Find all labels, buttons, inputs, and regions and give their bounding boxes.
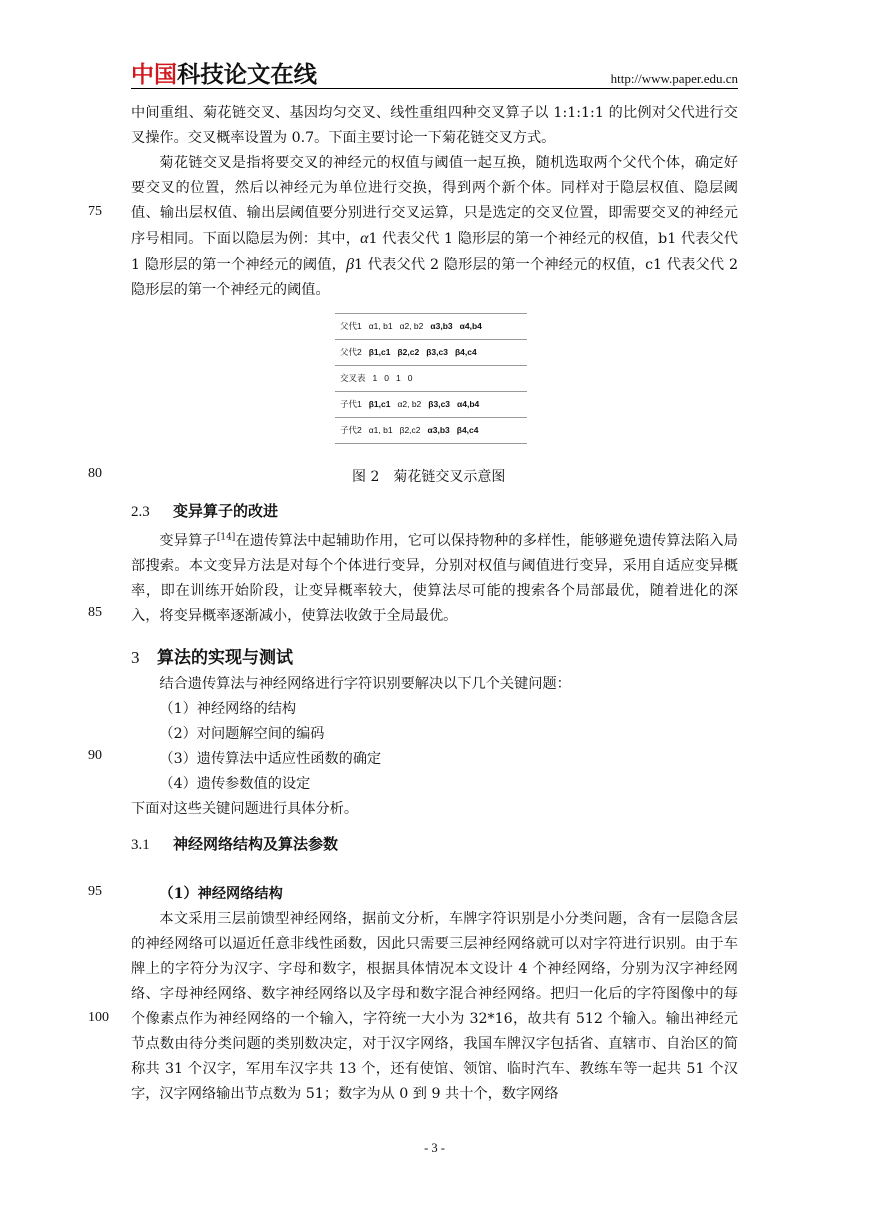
section-heading-2-3 <box>131 500 278 521</box>
text-run: 变异算子 <box>159 533 217 549</box>
caption-number: 图 2 <box>352 469 380 485</box>
text-run: 菊花链交叉是指将要交叉的神经元的权值与阈值一起互换，随机选取两个父代个体，确定好要交叉的位置，然后以神经元为单位进行交换，得到两个新个体。同样对于隐层权值、隐层阈值、输出层权值、输出层阈值要分别进行交叉运算，只是选定的交叉位置，即需要交叉的神经元序号相同。下面以隐层为例：其中， <box>131 155 738 247</box>
logo-image <box>131 60 331 86</box>
row-label: 子代2 <box>340 425 362 435</box>
row-cell: α1, b1 <box>368 321 393 331</box>
list-item: （4）遗传参数值的设定 <box>159 776 311 792</box>
row-label: 父代1 <box>340 321 362 331</box>
section-title: 变异算子的改进 <box>173 502 279 520</box>
svg-text:科技论文在线: 科技论文在线 <box>177 62 315 86</box>
logo <box>131 60 331 86</box>
row-cell: α2, b2 <box>397 399 422 409</box>
row-cell: 0 <box>384 373 389 383</box>
paragraph-text: 结合遗传算法与神经网络进行字符识别要解决以下几个关键问题： <box>159 676 571 692</box>
row-label: 子代1 <box>340 399 362 409</box>
svg-text:中国: 中国 <box>131 62 177 86</box>
paragraph-crossover-intro <box>131 101 738 151</box>
list-item: （1）神经网络的结构 <box>159 701 297 717</box>
line-number: 75 <box>88 204 102 219</box>
row-cell: 1 <box>372 373 378 383</box>
list-item: （2）对问题解空间的编码 <box>159 726 325 742</box>
row-cell: β2,c2 <box>397 347 420 357</box>
line-number: 80 <box>88 466 102 481</box>
paragraph-text: 下面对这些关键问题进行具体分析。 <box>131 801 359 817</box>
text-run: 1 代表父代 2 隐形层的第一个神经元的权值，c1 代表父代 2 隐形层的第一个神经元的阈值。 <box>131 257 738 298</box>
figure-row <box>335 313 527 339</box>
section-number: 2.3 <box>131 504 150 520</box>
row-cell: β4,c4 <box>456 425 479 435</box>
line-number: 90 <box>88 748 102 763</box>
subheading-text: （1）神经网络结构 <box>159 886 283 902</box>
row-cell: α4,b4 <box>459 321 482 331</box>
row-cell: α3,b3 <box>430 321 453 331</box>
row-cell: α1, b1 <box>368 425 393 435</box>
row-cell: β1,c1 <box>368 347 391 357</box>
text-run: 在遗传算法中起辅助作用，它可以保持物种的多样性，能够避免遗传算法陷入局部搜索。本文变异方法是对每个个体进行变异，分别对权值与阈值进行变异，采用自适应变异概率，即在训练开始阶段，让变异概率较大，使算法尽可能的搜索各个局部最优，随着进化的深入，将变异概率逐渐减小，使算法收敛于全局最优。 <box>131 533 738 624</box>
text-run: 1 代表父代 1 隐形层的第一个神经元的权值，b1 代表父代 1 隐形层的第一个神经元的阈值， <box>131 231 738 273</box>
figure-row <box>335 339 527 365</box>
figure-row <box>335 365 527 391</box>
paragraph-text: 本文采用三层前馈型神经网络，据前文分析，车牌字符识别是小分类问题，含有一层隐含层的神经网络可以逼近任意非线性函数，因此只需要三层神经网络就可以对字符进行识别。由于车牌上的字符分为汉字、字母和数字，根据具体情况本文设计 4 个神经网络，分别为汉字神经网络、字母神经网络、数字神经网络以及字母和数字混合神经网络。把归一化后的字符图像中的每个像素点作为神经网络的一个输入，字符统一大小为 32*16，故共有 512 个输入。输出神经元节点数由待分类问题的类别数决定，对于汉字网络，我国车牌汉字包括省、直辖市、自治区的简称共 31 个汉字，军用车汉字共 13 个，还有使馆、领馆、临时汽车、教练车等一起共 51 个汉字，汉字网络输出节点数为 51；数字为从 0 到 9 共十个，数字网络 <box>131 911 738 1102</box>
row-cell: 0 <box>407 373 413 383</box>
paragraph-network-structure <box>131 907 738 1107</box>
section-number: 3.1 <box>131 837 150 853</box>
key-problems-list <box>131 697 738 797</box>
row-label: 父代2 <box>340 347 362 357</box>
paragraph-analysis <box>131 797 738 822</box>
row-label: 交叉表 <box>340 373 366 383</box>
figure-daisy-chain <box>335 313 527 444</box>
figure-row <box>335 417 527 444</box>
list-item: （3）遗传算法中适应性函数的确定 <box>159 751 382 767</box>
section-heading-3 <box>131 643 293 668</box>
row-cell: α2, b2 <box>399 321 424 331</box>
beta-symbol: β <box>346 256 355 273</box>
caption-text: 菊花链交叉示意图 <box>393 469 506 485</box>
row-cell: 1 <box>395 373 401 383</box>
subheading-network-structure <box>131 882 738 907</box>
header-rule <box>131 88 738 89</box>
section-title: 神经网络结构及算法参数 <box>173 835 339 853</box>
figure-row <box>335 391 527 417</box>
line-number: 100 <box>88 1010 109 1025</box>
line-number: 85 <box>88 605 102 620</box>
paragraph-key-problems <box>131 672 738 697</box>
alpha-symbol: α <box>360 230 369 247</box>
row-cell: β3,c3 <box>428 399 451 409</box>
row-cell: β1,c1 <box>368 399 391 409</box>
section-title: 算法的实现与测试 <box>157 648 293 668</box>
citation[interactable]: [14] <box>216 532 236 543</box>
row-cell: β2,c2 <box>399 425 421 435</box>
figure-caption <box>352 466 519 486</box>
paragraph-text: 中间重组、菊花链交叉、基因均匀交叉、线性重组四种交叉算子以 1:1:1:1 的比例对父代进行交叉操作。交叉概率设置为 0.7。下面主要讨论一下菊花链交叉方式。 <box>131 105 738 146</box>
row-cell: β4,c4 <box>454 347 477 357</box>
row-cell: α3,b3 <box>427 425 450 435</box>
paragraph-daisy-chain <box>131 151 738 303</box>
section-number: 3 <box>131 648 140 667</box>
header-url[interactable]: http://www.paper.edu.cn <box>610 71 738 86</box>
row-cell: α4,b4 <box>457 399 480 409</box>
line-number: 95 <box>88 884 102 899</box>
row-cell: β3,c3 <box>426 347 448 357</box>
paragraph-mutation <box>131 529 738 629</box>
page-number: - 3 - <box>424 1141 445 1155</box>
section-heading-3-1 <box>131 833 338 854</box>
